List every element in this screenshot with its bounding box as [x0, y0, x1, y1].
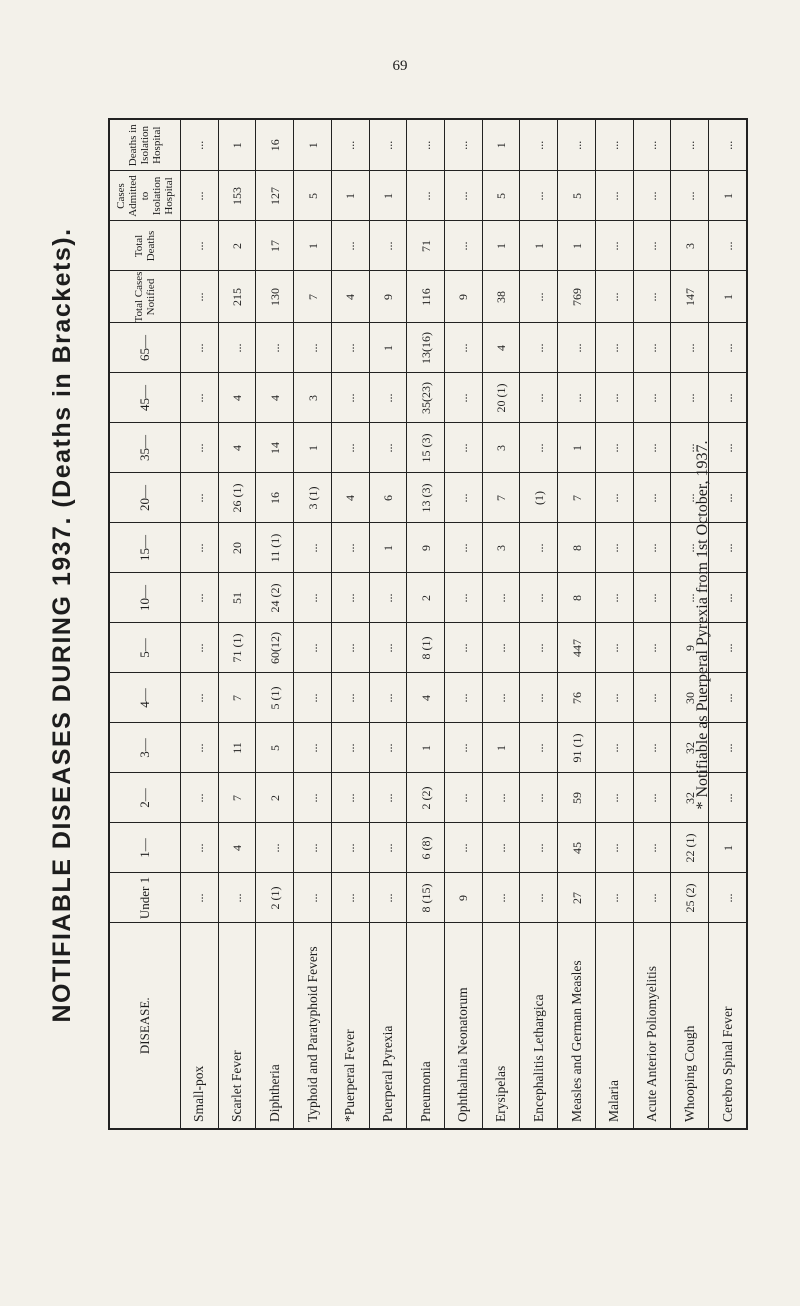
table-cell: ... — [482, 673, 520, 723]
table-cell: 2 — [256, 773, 294, 823]
table-row — [407, 119, 445, 1129]
table-cell: ... — [181, 673, 219, 723]
table-cell: ... — [709, 119, 747, 171]
table-cell: 3 — [294, 373, 332, 423]
table-cell: 4 — [407, 673, 445, 723]
column-header: 20— — [109, 473, 181, 523]
table-cell: 2 (2) — [407, 773, 445, 823]
footnote: * Notifiable as Puerperal Pyrexia from 1st October, 1937. — [694, 440, 711, 810]
table-cell: 4 — [218, 823, 256, 873]
table-cell: ... — [331, 423, 369, 473]
table-cell: ... — [331, 623, 369, 673]
table-cell: ... — [520, 323, 558, 373]
table-cell: ... — [294, 773, 332, 823]
table-cell: ... — [633, 221, 671, 271]
table-cell: ... — [633, 623, 671, 673]
table-cell: ... — [445, 623, 483, 673]
table-cell: ... — [181, 773, 219, 823]
table-cell: ... — [633, 119, 671, 171]
table-cell: 3 — [482, 423, 520, 473]
table-cell: 7 — [482, 473, 520, 523]
table-cell: ... — [595, 673, 633, 723]
table-cell: 32 — [671, 773, 709, 823]
table-cell: ... — [181, 623, 219, 673]
table-cell: 13(16) — [407, 323, 445, 373]
column-header: 65— — [109, 323, 181, 373]
table-cell: 1 — [407, 723, 445, 773]
notifiable-diseases-table-wrap — [108, 120, 748, 1130]
table-cell: ... — [709, 773, 747, 823]
table-cell: ... — [369, 823, 407, 873]
table-cell: 38 — [482, 271, 520, 323]
table-cell: 1 — [558, 221, 596, 271]
table-cell: 1 — [482, 221, 520, 271]
table-cell: 8 (1) — [407, 623, 445, 673]
table-cell: ... — [294, 323, 332, 373]
table-cell: ... — [595, 221, 633, 271]
table-cell: ... — [633, 773, 671, 823]
table-cell: ... — [256, 323, 294, 373]
table-cell: ... — [595, 373, 633, 423]
table-row — [709, 119, 747, 1129]
column-header: 35— — [109, 423, 181, 473]
table-cell: 4 — [218, 423, 256, 473]
table-cell: ... — [369, 873, 407, 923]
table-cell: 3 — [482, 523, 520, 573]
table-cell: 215 — [218, 271, 256, 323]
table-cell: ... — [294, 673, 332, 723]
table-cell: ... — [482, 623, 520, 673]
table-cell: ... — [482, 573, 520, 623]
table-cell: ... — [218, 323, 256, 373]
table-cell: ... — [595, 119, 633, 171]
table-cell: ... — [633, 373, 671, 423]
column-header: Under 1 — [109, 873, 181, 923]
table-cell: ... — [671, 119, 709, 171]
table-cell: ... — [445, 823, 483, 873]
table-cell: ... — [181, 723, 219, 773]
disease-name-cell: Puerperal Pyrexia — [369, 923, 407, 1129]
column-header: 2— — [109, 773, 181, 823]
table-cell: ... — [369, 673, 407, 723]
table-cell: ... — [369, 723, 407, 773]
table-cell: ... — [445, 773, 483, 823]
table-cell: ... — [482, 773, 520, 823]
table-cell: 4 — [256, 373, 294, 423]
table-cell: 5 — [558, 171, 596, 221]
table-cell: ... — [520, 423, 558, 473]
table-cell: 116 — [407, 271, 445, 323]
table-cell: ... — [331, 119, 369, 171]
table-row — [633, 119, 671, 1129]
table-cell: 2 (1) — [256, 873, 294, 923]
table-cell: 9 — [671, 623, 709, 673]
table-cell: ... — [633, 323, 671, 373]
table-cell: ... — [709, 423, 747, 473]
table-cell: ... — [709, 723, 747, 773]
table-cell: ... — [294, 873, 332, 923]
table-cell: ... — [331, 221, 369, 271]
table-cell: 32 — [671, 723, 709, 773]
table-cell: ... — [595, 423, 633, 473]
table-cell: 8 (15) — [407, 873, 445, 923]
table-cell: ... — [294, 523, 332, 573]
table-cell: ... — [595, 623, 633, 673]
table-cell: ... — [633, 473, 671, 523]
table-cell: ... — [331, 373, 369, 423]
table-cell: 13 (3) — [407, 473, 445, 523]
table-cell: 1 — [294, 423, 332, 473]
table-cell: ... — [558, 373, 596, 423]
table-cell: 9 — [445, 271, 483, 323]
table-cell: 7 — [218, 773, 256, 823]
table-cell: 27 — [558, 873, 596, 923]
table-row — [181, 119, 219, 1129]
table-cell: ... — [633, 673, 671, 723]
table-cell: ... — [369, 373, 407, 423]
table-cell: ... — [671, 523, 709, 573]
table-cell: 35(23) — [407, 373, 445, 423]
table-cell: ... — [709, 623, 747, 673]
table-cell: 5 — [482, 171, 520, 221]
table-cell: ... — [520, 271, 558, 323]
table-cell: ... — [709, 323, 747, 373]
disease-name-cell: Whooping Cough — [671, 923, 709, 1129]
table-cell: 1 — [520, 221, 558, 271]
table-cell: ... — [445, 523, 483, 573]
table-cell: 1 — [331, 171, 369, 221]
disease-name-cell: Erysipelas — [482, 923, 520, 1129]
table-cell: 26 (1) — [218, 473, 256, 523]
table-cell: 130 — [256, 271, 294, 323]
column-header: 45— — [109, 373, 181, 423]
table-cell: 45 — [558, 823, 596, 873]
table-cell: 1 — [369, 523, 407, 573]
table-cell: (1) — [520, 473, 558, 523]
table-cell: ... — [294, 573, 332, 623]
table-cell: ... — [181, 119, 219, 171]
table-body — [181, 119, 748, 1129]
column-header: 5— — [109, 623, 181, 673]
table-cell: ... — [445, 171, 483, 221]
table-cell: 60(12) — [256, 623, 294, 673]
table-cell: ... — [595, 773, 633, 823]
table-row — [520, 119, 558, 1129]
table-cell: ... — [520, 723, 558, 773]
table-cell: 1 — [369, 323, 407, 373]
table-cell: ... — [445, 221, 483, 271]
table-cell: 71 (1) — [218, 623, 256, 673]
table-cell: ... — [407, 171, 445, 221]
table-cell: ... — [331, 823, 369, 873]
table-cell: ... — [520, 573, 558, 623]
disease-name-cell: Pneumonia — [407, 923, 445, 1129]
table-cell: 20 (1) — [482, 373, 520, 423]
table-cell: ... — [595, 523, 633, 573]
table-cell: 9 — [445, 873, 483, 923]
table-cell: 4 — [331, 473, 369, 523]
table-cell: 7 — [558, 473, 596, 523]
table-cell: ... — [218, 873, 256, 923]
table-cell: ... — [633, 723, 671, 773]
disease-name-cell: Ophthalmia Neonatorum — [445, 923, 483, 1129]
table-cell: ... — [331, 873, 369, 923]
table-cell: 6 (8) — [407, 823, 445, 873]
column-header: 15— — [109, 523, 181, 573]
table-cell: ... — [709, 873, 747, 923]
table-cell: ... — [633, 873, 671, 923]
table-cell: 1 — [218, 119, 256, 171]
table-cell: ... — [181, 873, 219, 923]
table-cell: ... — [520, 773, 558, 823]
table-cell: ... — [520, 873, 558, 923]
table-cell: ... — [633, 823, 671, 873]
disease-name-cell: Encephalitis Lethargica — [520, 923, 558, 1129]
table-cell: ... — [369, 423, 407, 473]
table-cell: ... — [520, 171, 558, 221]
column-header: 4— — [109, 673, 181, 723]
table-cell: 1 — [709, 171, 747, 221]
table-cell: 447 — [558, 623, 596, 673]
table-cell: 4 — [331, 271, 369, 323]
table-cell: ... — [369, 773, 407, 823]
table-cell: ... — [595, 271, 633, 323]
table-cell: 51 — [218, 573, 256, 623]
table-cell: ... — [256, 823, 294, 873]
disease-name-cell: Scarlet Fever — [218, 923, 256, 1129]
table-row — [482, 119, 520, 1129]
table-cell: ... — [520, 623, 558, 673]
disease-name-cell: Acute Anterior Poliomyelitis — [633, 923, 671, 1129]
table-cell: 5 — [256, 723, 294, 773]
table-cell: ... — [671, 323, 709, 373]
table-cell: ... — [671, 573, 709, 623]
table-cell: ... — [369, 119, 407, 171]
table-cell: ... — [445, 423, 483, 473]
table-cell: ... — [520, 119, 558, 171]
column-header: Total Deaths — [109, 221, 181, 271]
table-cell: ... — [520, 523, 558, 573]
table-cell: ... — [369, 221, 407, 271]
table-cell: 11 (1) — [256, 523, 294, 573]
table-row — [445, 119, 483, 1129]
table-cell: ... — [445, 473, 483, 523]
column-header: 10— — [109, 573, 181, 623]
table-cell: 8 — [558, 523, 596, 573]
table-cell: 2 — [407, 573, 445, 623]
table-cell: 1 — [558, 423, 596, 473]
table-row — [558, 119, 596, 1129]
table-cell: ... — [633, 523, 671, 573]
table-cell: ... — [595, 573, 633, 623]
header-row — [109, 119, 181, 1129]
table-cell: ... — [331, 573, 369, 623]
column-header: Total Cases Notified — [109, 271, 181, 323]
table-cell: ... — [558, 119, 596, 171]
disease-name-cell: Cerebro Spinal Fever — [709, 923, 747, 1129]
table-cell: ... — [595, 323, 633, 373]
page-number: 69 — [392, 58, 408, 74]
table-cell: 3 (1) — [294, 473, 332, 523]
table-cell: ... — [709, 673, 747, 723]
table-cell: ... — [595, 171, 633, 221]
table-row — [369, 119, 407, 1129]
table-cell: 5 (1) — [256, 673, 294, 723]
column-header: Cases Admitted to Isolation Hospital — [109, 171, 181, 221]
table-cell: 11 — [218, 723, 256, 773]
table-cell: ... — [294, 723, 332, 773]
table-cell: ... — [520, 373, 558, 423]
table-cell: ... — [181, 473, 219, 523]
table-cell: ... — [181, 171, 219, 221]
table-row — [294, 119, 332, 1129]
disease-name-cell: Typhoid and Paratyphoid Fevers — [294, 923, 332, 1129]
table-cell: ... — [709, 573, 747, 623]
table-cell: 1 — [369, 171, 407, 221]
table-cell: ... — [181, 423, 219, 473]
disease-name-cell: Diphtheria — [256, 923, 294, 1129]
table-cell: ... — [709, 473, 747, 523]
table-cell: 147 — [671, 271, 709, 323]
table-cell: ... — [294, 623, 332, 673]
table-cell: ... — [445, 323, 483, 373]
table-cell: ... — [445, 573, 483, 623]
table-row — [256, 119, 294, 1129]
table-cell: ... — [633, 271, 671, 323]
table-cell: ... — [671, 423, 709, 473]
table-cell: ... — [407, 119, 445, 171]
table-title: NOTIFIABLE DISEASES DURING 1937. (Deaths in Brackets). — [48, 227, 76, 1023]
table-cell: 25 (2) — [671, 873, 709, 923]
table-cell: 20 — [218, 523, 256, 573]
table-cell: ... — [671, 373, 709, 423]
table-cell: 1 — [482, 119, 520, 171]
table-row — [331, 119, 369, 1129]
table-cell: ... — [181, 221, 219, 271]
table-cell: ... — [181, 271, 219, 323]
table-cell: 4 — [482, 323, 520, 373]
table-cell: ... — [331, 323, 369, 373]
column-header: 1— — [109, 823, 181, 873]
table-cell: 4 — [218, 373, 256, 423]
table-cell: ... — [294, 823, 332, 873]
disease-column-header: DISEASE. — [109, 923, 181, 1129]
table-cell: ... — [181, 523, 219, 573]
table-cell: 16 — [256, 473, 294, 523]
rotated-table-frame — [40, 120, 752, 1130]
table-cell: 6 — [369, 473, 407, 523]
table-cell: ... — [181, 573, 219, 623]
table-cell: 127 — [256, 171, 294, 221]
table-cell: ... — [181, 373, 219, 423]
notifiable-diseases-table — [108, 118, 748, 1130]
table-cell: 71 — [407, 221, 445, 271]
table-cell: ... — [671, 171, 709, 221]
table-cell: 9 — [369, 271, 407, 323]
table-cell: ... — [331, 773, 369, 823]
table-cell: 3 — [671, 221, 709, 271]
table-cell: 14 — [256, 423, 294, 473]
table-cell: ... — [331, 673, 369, 723]
table-cell: ... — [331, 523, 369, 573]
table-cell: ... — [181, 823, 219, 873]
table-row — [595, 119, 633, 1129]
table-cell: ... — [595, 723, 633, 773]
table-cell: 16 — [256, 119, 294, 171]
table-cell: ... — [482, 873, 520, 923]
table-cell: 91 (1) — [558, 723, 596, 773]
table-cell: 24 (2) — [256, 573, 294, 623]
table-cell: ... — [709, 523, 747, 573]
table-cell: 1 — [294, 221, 332, 271]
table-cell: 153 — [218, 171, 256, 221]
disease-name-cell: Malaria — [595, 923, 633, 1129]
table-cell: ... — [331, 723, 369, 773]
table-cell: ... — [520, 673, 558, 723]
table-cell: 7 — [218, 673, 256, 723]
table-cell: 1 — [482, 723, 520, 773]
table-row — [218, 119, 256, 1129]
table-cell: 9 — [407, 523, 445, 573]
table-cell: 8 — [558, 573, 596, 623]
column-header: Deaths in Isolation Hospital — [109, 119, 181, 171]
table-cell: ... — [445, 673, 483, 723]
disease-name-cell: *Puerperal Fever — [331, 923, 369, 1129]
table-cell: ... — [369, 573, 407, 623]
table-cell: 5 — [294, 171, 332, 221]
table-cell: 2 — [218, 221, 256, 271]
table-cell: 30 — [671, 673, 709, 723]
table-cell: ... — [369, 623, 407, 673]
table-cell: ... — [482, 823, 520, 873]
table-cell: ... — [595, 823, 633, 873]
table-cell: 1 — [294, 119, 332, 171]
disease-name-cell: Small-pox — [181, 923, 219, 1129]
table-cell: 17 — [256, 221, 294, 271]
table-cell: 15 (3) — [407, 423, 445, 473]
table-cell: 1 — [709, 271, 747, 323]
table-cell: ... — [595, 873, 633, 923]
table-cell: ... — [445, 723, 483, 773]
disease-name-cell: Measles and German Measles — [558, 923, 596, 1129]
table-cell: ... — [633, 171, 671, 221]
table-cell: 22 (1) — [671, 823, 709, 873]
table-cell: ... — [671, 473, 709, 523]
table-cell: ... — [595, 473, 633, 523]
column-header: 3— — [109, 723, 181, 773]
table-cell: 76 — [558, 673, 596, 723]
table-cell: 1 — [709, 823, 747, 873]
table-cell: ... — [445, 119, 483, 171]
table-cell: 769 — [558, 271, 596, 323]
table-cell: ... — [181, 323, 219, 373]
table-cell: ... — [633, 573, 671, 623]
table-cell: ... — [709, 373, 747, 423]
table-cell: ... — [633, 423, 671, 473]
table-cell: ... — [520, 823, 558, 873]
table-cell: ... — [709, 221, 747, 271]
table-cell: 7 — [294, 271, 332, 323]
table-cell: 59 — [558, 773, 596, 823]
table-cell: ... — [558, 323, 596, 373]
table-cell: ... — [445, 373, 483, 423]
